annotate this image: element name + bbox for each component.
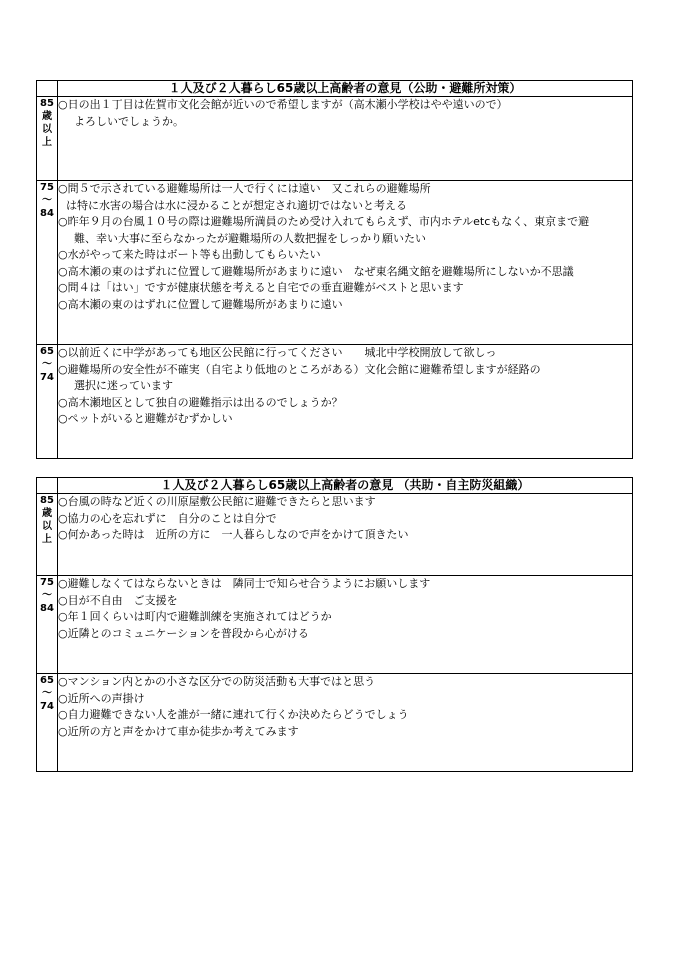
comment-line: ○昨年９月の台風１０号の際は避難場所満員のため受け入れてもらえず、市内ホテルetcもなく、東京まで避 xyxy=(58,215,590,228)
age-label-85-plus: 85 歳 以 上 xyxy=(37,97,58,181)
comment-line: ○近所への声掛け xyxy=(58,691,145,705)
comment-line: ○近所の方と声をかけて車か徒歩か考えてみます xyxy=(58,724,299,738)
comments-85-plus xyxy=(58,97,633,181)
comment-line: 難、幸い大事に至らなかったが避難場所の人数把握をしっかり願いたい xyxy=(74,231,426,245)
comment-line: ○高木瀬の東のはずれに位置して避難場所があまりに遠い xyxy=(58,297,343,311)
age-label-65-74: 65 ～ 74 xyxy=(37,345,58,459)
comment-line: ○協力の心を忘れずに 自分のことは自分で xyxy=(58,511,277,525)
comment-line: ○日の出１丁目は佐賀市文化会館が近いので希望しますが（高木瀬小学校はやや遠いので） xyxy=(58,98,508,111)
comment-line: よろしいでしょうか。 xyxy=(74,114,184,128)
comment-line: ○ペットがいると避難がむずかしい xyxy=(58,412,233,425)
comment-line: 選択に迷っています xyxy=(74,379,173,392)
age-label-85-plus: 85 歳 以 上 xyxy=(37,494,58,576)
comment-line: ○年１回くらいは町内で避難訓練を実施されてはどうか xyxy=(58,610,332,623)
public-assistance-table xyxy=(36,80,633,459)
comment-line: ○問５で示されている避難場所は一人で行くには遠い 又これらの避難場所 xyxy=(58,182,431,195)
comments-65-74 xyxy=(58,345,633,459)
comment-line: ○水がやって来た時はボート等も出動してもらいたい xyxy=(58,248,321,261)
public-assistance-title: １人及び２人暮らし65歳以上高齢者の意見（公助・避難所対策） xyxy=(58,81,633,97)
mutual-assistance-title: １人及び２人暮らし65歳以上高齢者の意見 （共助・自主防災組織） xyxy=(58,478,633,494)
comment-line: ○自力避難できない人を誰が一緒に連れて行くか決めたらどうでしょう xyxy=(58,708,409,721)
age-label-65-74: 65 ～ 74 xyxy=(37,674,58,772)
comment-line: ○避難しなくてはならないときは 隣同士で知らせ合うようにお願いします xyxy=(58,577,431,590)
comments-65-74 xyxy=(58,674,633,772)
comment-line: ○何かあった時は 近所の方に 一人暮らしなので声をかけて頂きたい xyxy=(58,528,409,541)
mutual-assistance-table xyxy=(36,477,633,772)
comments-85-plus xyxy=(58,494,633,576)
age-label-75-84: 75 ～ 84 xyxy=(37,576,58,674)
comment-line: ○台風の時など近くの川原屋敷公民館に避難できたらと思います xyxy=(58,495,376,508)
comment-line: ○問４は「はい」ですが健康状態を考えると自宅での垂直避難がベストと思います xyxy=(58,281,464,294)
comment-line: は特に水害の場合は水に浸かることが想定され適切ではないと考える xyxy=(66,198,407,212)
comment-line: ○高木瀬地区として独自の避難指示は出るのでしょうか？ xyxy=(58,395,343,409)
comment-line: ○近隣とのコミュニケーションを普段から心がける xyxy=(58,626,309,640)
comment-line: ○目が不自由 ご支援を xyxy=(58,593,178,607)
age-label-75-84: 75 ～ 84 xyxy=(37,181,58,345)
comment-line: ○マンション内とかの小さな区分での防災活動も大事ではと思う xyxy=(58,675,376,688)
comment-line: ○避難場所の安全性が不確実（自宅より低地のところがある）文化会館に避難希望しますが経路の xyxy=(58,362,541,376)
comment-line: ○高木瀬の東のはずれに位置して避難場所があまりに遠い なぜ東名縄文館を避難場所にしないか不思議 xyxy=(58,264,574,278)
comment-line: ○以前近くに中学があっても地区公民館に行ってください 城北中学校開放して欲しっ xyxy=(58,346,497,359)
table-corner-cell xyxy=(37,478,58,494)
comments-75-84 xyxy=(58,181,633,345)
table-corner-cell xyxy=(37,81,58,97)
comments-75-84 xyxy=(58,576,633,674)
